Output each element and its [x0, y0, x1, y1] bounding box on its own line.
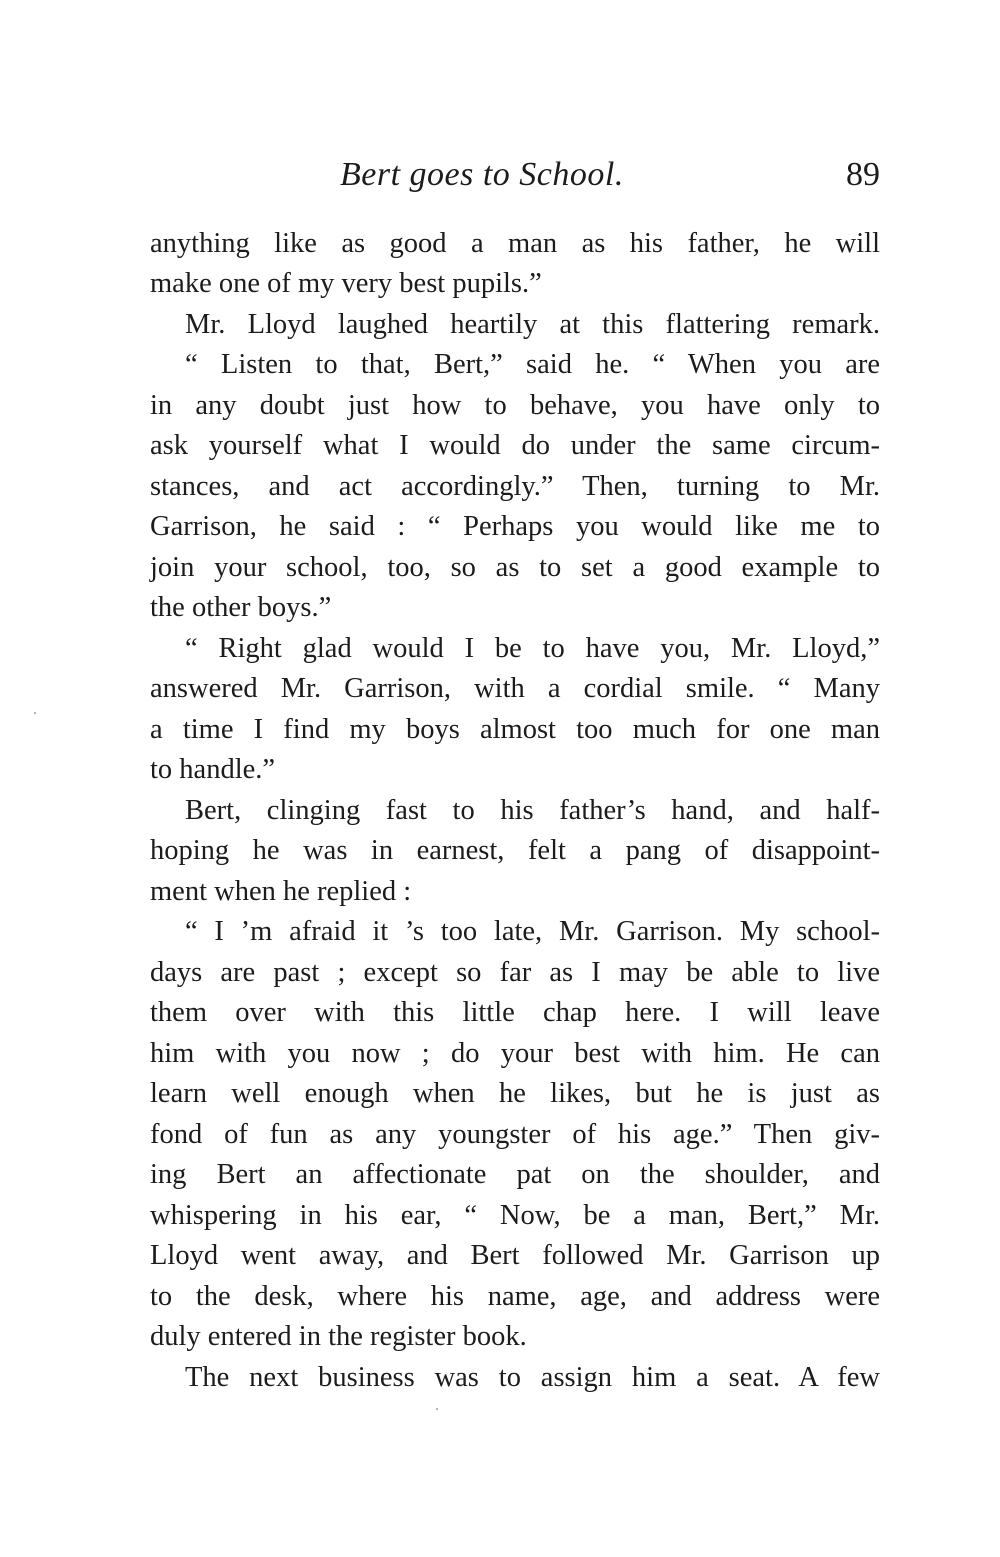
scan-speck: [436, 1408, 438, 1410]
text-line: the other boys.”: [150, 592, 332, 623]
text-line: ment when he replied :: [150, 876, 412, 907]
text-line: ing Bert an affectionate pat on the shoulder, and: [150, 1159, 880, 1190]
text-line: join your school, too, so as to set a good example to: [150, 552, 880, 583]
text-line: in any doubt just how to behave, you have only to: [150, 390, 880, 421]
paragraph-first-line: The next business was to assign him a seat. A few: [185, 1362, 880, 1393]
page-header: [150, 156, 880, 206]
scan-speck: [34, 712, 36, 714]
text-line: to handle.”: [150, 754, 276, 785]
page-number: 89: [846, 156, 880, 193]
paragraph-first-line: “ I ’m afraid it ’s too late, Mr. Garrison. My school-: [185, 916, 880, 947]
text-line: make one of my very best pupils.”: [150, 268, 542, 299]
text-line: duly entered in the register book.: [150, 1321, 527, 1352]
text-line: a time I find my boys almost too much for one man: [150, 714, 880, 745]
text-line: whispering in his ear, “ Now, be a man, Bert,” Mr.: [150, 1200, 880, 1231]
text-line: learn well enough when he likes, but he is just as: [150, 1078, 880, 1109]
text-line: answered Mr. Garrison, with a cordial smile. “ Many: [150, 673, 880, 704]
text-line: fond of fun as any youngster of his age.” Then giv-: [150, 1119, 880, 1150]
text-line: him with you now ; do your best with him. He can: [150, 1038, 880, 1069]
paragraph-first-line: Mr. Lloyd laughed heartily at this flattering remark.: [185, 309, 880, 340]
text-line: Lloyd went away, and Bert followed Mr. Garrison up: [150, 1240, 880, 1271]
paragraph-first-line: “ Right glad would I be to have you, Mr. Lloyd,”: [185, 633, 880, 664]
paragraph-first-line: “ Listen to that, Bert,” said he. “ When you are: [185, 349, 880, 380]
text-line: stances, and act accordingly.” Then, turning to Mr.: [150, 471, 880, 502]
text-line: days are past ; except so far as I may be able to live: [150, 957, 880, 988]
paragraph-first-line: Bert, clinging fast to his father’s hand, and half-: [185, 795, 880, 826]
text-line: Garrison, he said : “ Perhaps you would like me to: [150, 511, 880, 542]
running-title: Bert goes to School.: [340, 156, 624, 193]
text-line: them over with this little chap here. I will leave: [150, 997, 880, 1028]
text-line: ask yourself what I would do under the same circum-: [150, 430, 880, 461]
text-line: anything like as good a man as his father, he will: [150, 228, 880, 259]
text-line: hoping he was in earnest, felt a pang of disappoint-: [150, 835, 880, 866]
text-line: to the desk, where his name, age, and address were: [150, 1281, 880, 1312]
